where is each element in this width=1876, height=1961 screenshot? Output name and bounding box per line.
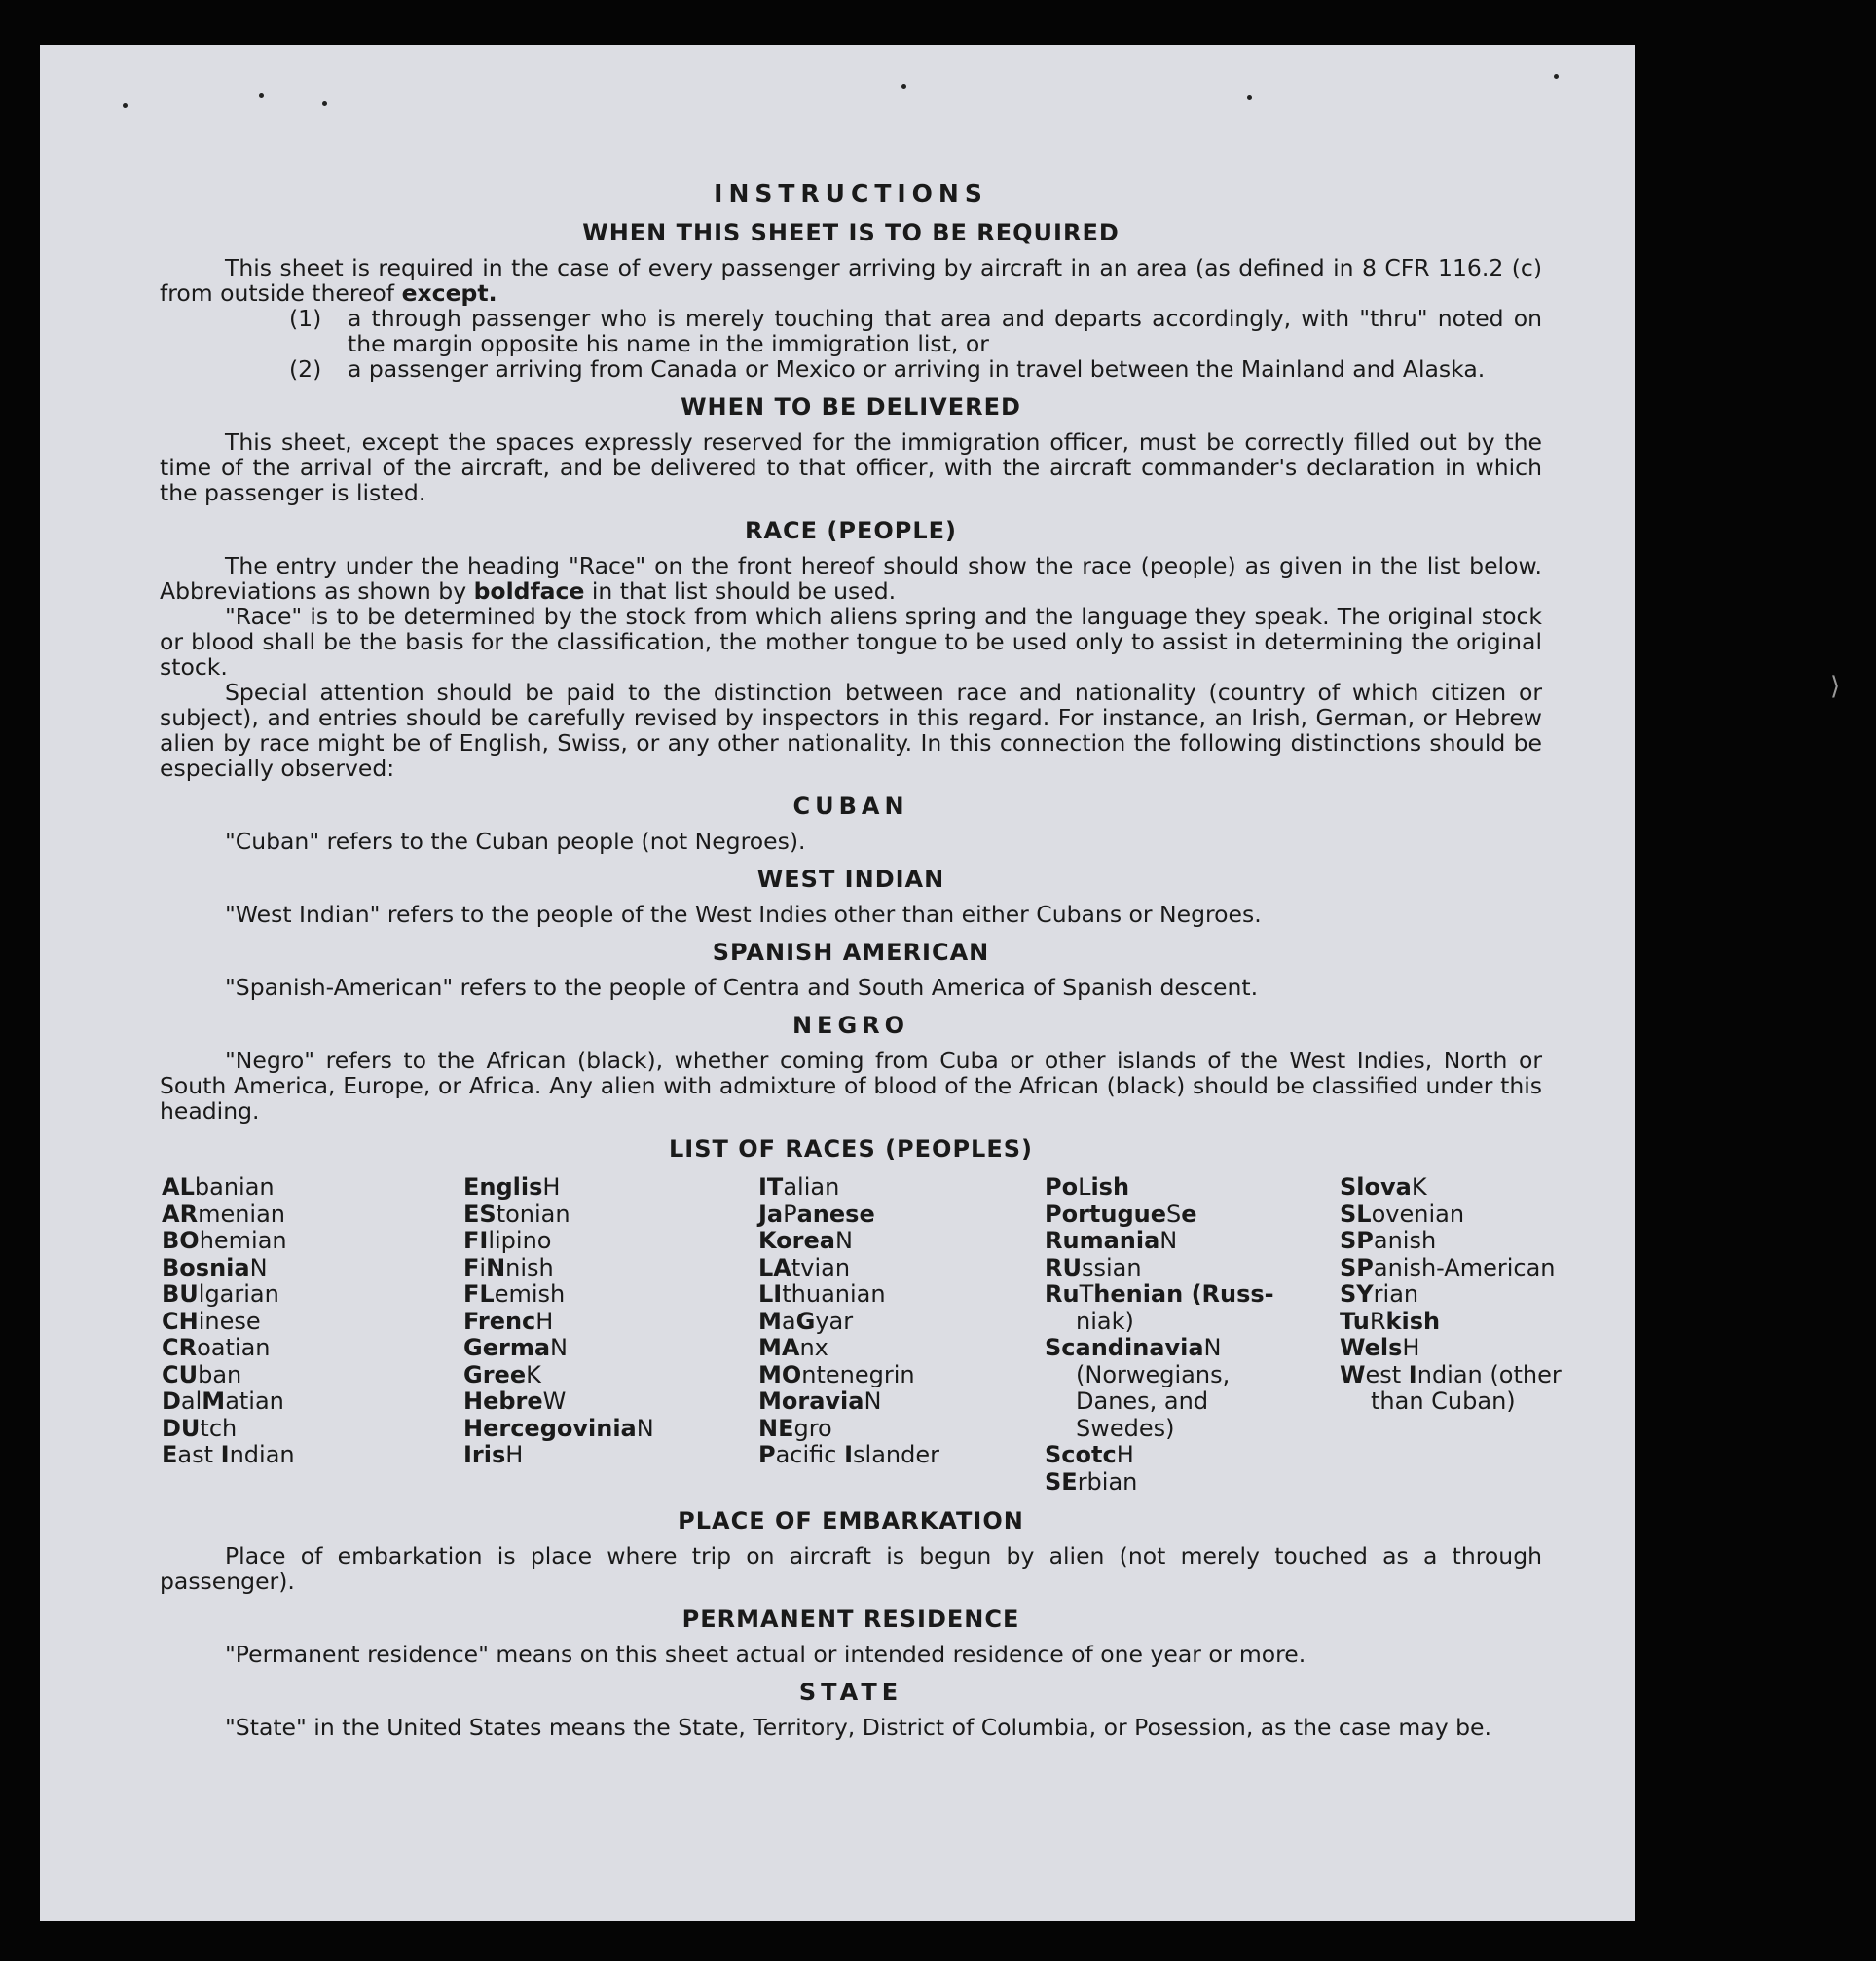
race-entry: SLovenian (1340, 1200, 1465, 1228)
race-entry: FIlipino (463, 1227, 552, 1254)
race-entry: ScotcH (1045, 1441, 1134, 1468)
race-paragraph-2: "Race" is to be determined by the stock from which aliens spring and the language they speak. The original stock or blood shall be the basis for the classification, the mother tongue to be used only to assist in determining the original stock. (160, 603, 1542, 681)
race-entry: DUtch (162, 1414, 238, 1442)
required-item: (2) a passenger arriving from Canada or Mexico or arriving in travel between the Mainland and Alaska. (289, 355, 1486, 383)
west-indian-text: "West Indian" refers to the people of the West Indies other than either Cubans or Negroes. (225, 901, 1262, 928)
race-entry: PoLish (1045, 1173, 1130, 1201)
race-paragraph-3: Special attention should be paid to the distinction between race and nationality (country of which citizen or subject), and entries should be carefully revised by inspectors in this regard. For instance, an Irish, German, or Hebrew alien by race might be of English, Swiss, or any other nationality. In this connection the following distinctions should be especially observed: (160, 679, 1542, 782)
heading-state: STATE (798, 1679, 903, 1706)
race-entry: GreeK (463, 1360, 541, 1388)
race-entry: CUban (162, 1360, 242, 1388)
heading-residence: PERMANENT RESIDENCE (681, 1606, 1020, 1633)
speck (1554, 74, 1559, 79)
heading-embarkation: PLACE OF EMBARKATION (678, 1507, 1024, 1535)
heading-west-indian: WEST INDIAN (756, 866, 945, 893)
delivered-text: This sheet, except the spaces expressly reserved for the immigration officer, must be correctly filled out by the time of the arrival of the aircraft, and be delivered to that officer, with the aircraft commander's declaration in which the passenger is listed. (160, 428, 1542, 506)
race-entry: EStonian (463, 1200, 570, 1228)
heading-negro: NEGRO (791, 1012, 910, 1039)
negro-text: "Negro" refers to the African (black), whether coming from Cuba or other islands of the West Indies, North or South America, Europe, or Africa. Any alien with admixture of blood of the African (black) should be classified under this heading. (160, 1047, 1542, 1125)
race-entry: HercegoviniaN (463, 1414, 654, 1442)
race-entry: PortugueSe (1045, 1200, 1197, 1228)
speck (1247, 95, 1252, 100)
race-entry: CHinese (162, 1307, 261, 1335)
spanish-american-text: "Spanish-American" refers to the people of Centra and South America of Spanish descent. (225, 974, 1259, 1001)
race-entry: NEgro (758, 1414, 832, 1442)
speck (259, 93, 264, 98)
race-entry: ARmenian (162, 1200, 286, 1228)
race-entry: than Cuban) (1371, 1388, 1516, 1415)
state-text: "State" in the United States means the State, Territory, District of Columbia, or Posession, as the case may be. (225, 1714, 1491, 1741)
race-entry: FrencH (463, 1307, 554, 1335)
race-entry: CRoatian (162, 1334, 271, 1361)
race-entry: LAtvian (758, 1253, 851, 1281)
race-entry: MaGyar (758, 1307, 854, 1335)
race-entry: niak) (1076, 1307, 1134, 1335)
speck (322, 101, 327, 106)
heading-required: WHEN THIS SHEET IS TO BE REQUIRED (582, 219, 1120, 246)
race-entry: West Indian (other (1340, 1360, 1562, 1388)
required-item: (1) a through passenger who is merely touching that area and departs accordingly, with "thru" noted on the margin opposite his name in the immigration list, or (289, 305, 1542, 357)
race-entry: BUlgarian (162, 1280, 279, 1308)
races-column (162, 1174, 463, 1496)
race-entry: ScandinaviaN (1045, 1334, 1222, 1361)
race-entry: LIthuanian (758, 1280, 886, 1308)
race-entry: RuThenian (Russ- (1045, 1280, 1274, 1308)
residence-text: "Permanent residence" means on this sheet actual or intended residence of one year or more. (225, 1641, 1306, 1668)
race-entry: WelsH (1340, 1334, 1420, 1361)
speck (901, 84, 906, 89)
race-entry: EnglisH (463, 1173, 561, 1201)
race-entry: HebreW (463, 1388, 567, 1415)
races-column (1340, 1174, 1593, 1496)
heading-list-of-races: LIST OF RACES (PEOPLES) (669, 1135, 1033, 1163)
race-paragraph-1: The entry under the heading "Race" on the front hereof should show the race (people) as given in the list below. Abbreviations as shown by boldface in that list should be used. (160, 552, 1542, 605)
race-entry: TuRkish (1340, 1307, 1441, 1335)
page-title: INSTRUCTIONS (714, 179, 988, 207)
race-entry: SPanish (1340, 1227, 1437, 1254)
edge-mark: ⟩ (1830, 672, 1841, 701)
race-entry: ITalian (758, 1173, 840, 1201)
races-list (162, 1173, 1562, 1496)
race-entry: RUssian (1045, 1253, 1142, 1281)
race-entry: FiNnish (463, 1253, 554, 1281)
required-intro: This sheet is required in the case of every passenger arriving by aircraft in an area (as defined in 8 CFR 116.2 (c) from outside thereof except. (160, 254, 1542, 307)
heading-race: RACE (PEOPLE) (744, 517, 958, 544)
race-entry: RumaniaN (1045, 1227, 1178, 1254)
race-entry: ALbanian (162, 1173, 275, 1201)
race-entry: (Norwegians, (1076, 1360, 1231, 1388)
race-entry: IrisH (463, 1441, 524, 1468)
race-entry: FLemish (463, 1280, 566, 1308)
embarkation-text: Place of embarkation is place where trip on aircraft is begun by alien (not merely touched as a through passenger). (160, 1542, 1542, 1595)
heading-spanish-american: SPANISH AMERICAN (712, 939, 990, 966)
race-entry: GermaN (463, 1334, 568, 1361)
race-entry: BOhemian (162, 1227, 287, 1254)
race-entry: East Indian (162, 1441, 295, 1468)
race-entry: MOntenegrin (758, 1360, 915, 1388)
race-entry: JaPanese (758, 1200, 875, 1228)
race-entry: SErbian (1045, 1467, 1138, 1496)
heading-delivered: WHEN TO BE DELIVERED (681, 393, 1021, 421)
race-entry: Pacific Islander (758, 1441, 940, 1468)
heading-cuban: CUBAN (792, 793, 909, 820)
document-page (40, 45, 1635, 1921)
race-entry: SlovaK (1340, 1173, 1427, 1201)
race-entry: DalMatian (162, 1388, 284, 1415)
cuban-text: "Cuban" refers to the Cuban people (not Negroes). (225, 828, 806, 855)
race-entry: KoreaN (758, 1227, 853, 1254)
races-column (1045, 1174, 1340, 1496)
speck (123, 103, 128, 108)
race-entry: MoraviaN (758, 1388, 882, 1415)
races-column (758, 1174, 1045, 1496)
races-column (463, 1174, 758, 1496)
race-entry: MAnx (758, 1334, 828, 1361)
race-entry: SPanish-American (1340, 1253, 1556, 1281)
race-entry: Danes, and (1076, 1388, 1209, 1415)
race-entry: Swedes) (1076, 1414, 1175, 1442)
race-entry: SYrian (1340, 1280, 1419, 1308)
race-entry: BosniaN (162, 1253, 268, 1281)
